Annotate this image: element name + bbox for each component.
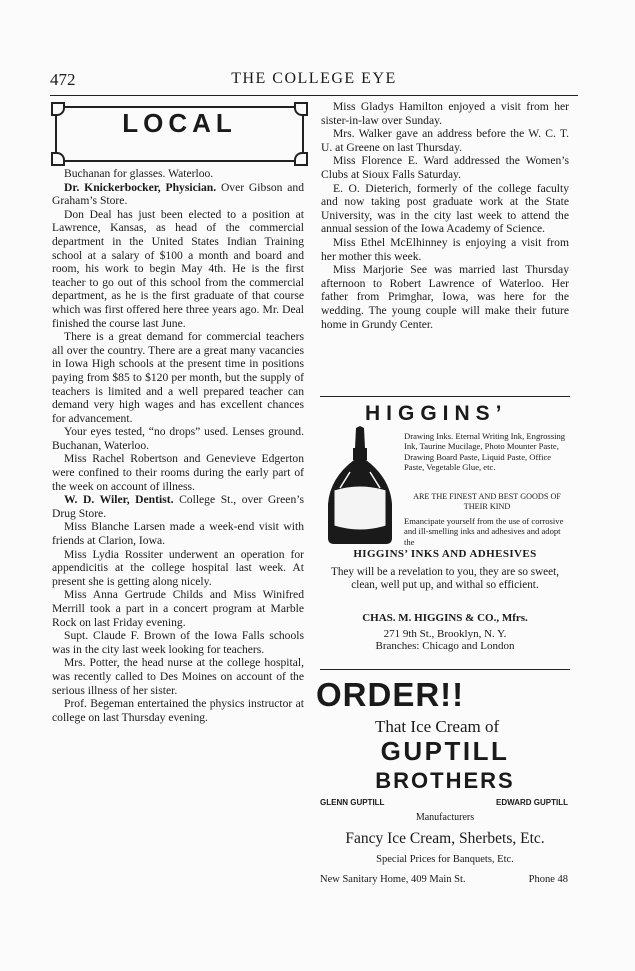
page-header xyxy=(50,70,578,94)
news-item: Miss Gladys Hamilton enjoyed a visit from her sister-in-law over Sunday. xyxy=(321,100,569,127)
company-name-line2: BROTHERS xyxy=(375,768,515,793)
emancipate-text: Emancipate yourself from the use of corrosive and ill-smelling inks and adhesives and adopt the xyxy=(404,516,564,547)
ad-divider xyxy=(320,669,570,670)
product-list: Drawing Inks. Eternal Writing Ink, Engrossing Ink, Taurine Mucilage, Photo Mounter Paste, Drawing Board Paste, Liquid Paste, Office Paste, Vegetable Glue, etc. xyxy=(404,431,566,472)
news-item: There is a great demand for commercial teachers all over the country. There are a great many vacancies in Iowa High schools at the present time in positions paying from $85 to $120 per month, but the supply of teachers is limited and a well prepared teacher can demand very high wages and has excellent chances for advancement. xyxy=(52,330,304,425)
news-item: Mrs. Potter, the head nurse at the college hospital, was recently called to Des Moines on account of the serious illness of her sister. xyxy=(52,656,304,697)
news-item: Buchanan for glasses. Waterloo. xyxy=(64,167,214,180)
corner-ornament-icon xyxy=(51,152,65,166)
partner-name: EDWARD GUPTILL xyxy=(496,798,568,807)
corner-ornament-icon xyxy=(294,152,308,166)
advertiser-name: Dr. Knickerbocker, Physician. xyxy=(64,180,217,194)
manufacturer-address: 271 9th St., Brooklyn, N. Y. xyxy=(383,628,507,640)
news-item: Miss Blanche Larsen made a week-end visit with friends at Clarion, Iowa. xyxy=(52,520,304,548)
guptill-advertisement xyxy=(316,676,570,896)
product-line: Fancy Ice Cream, Sherbets, Etc. xyxy=(345,830,545,847)
manufacturers-label: Manufacturers xyxy=(415,812,475,823)
news-item: W. D. Wiler, Dentist. College St., over Green’s Drug Store. xyxy=(52,493,304,520)
ice-cream-tagline: That Ice Cream of xyxy=(375,717,500,736)
store-address: New Sanitary Home, 409 Main St. xyxy=(320,874,466,885)
news-item: Miss Ethel McElhinney is enjoying a visit from her mother this week. xyxy=(321,235,569,263)
higgins-advertisement xyxy=(320,400,570,655)
manufacturer-name: CHAS. M. HIGGINS & CO., Mfrs. xyxy=(362,612,528,624)
news-item: Prof. Begeman entertained the physics instructor at college on last Thursday evening. xyxy=(52,697,304,724)
ad-divider xyxy=(320,396,570,397)
company-name-line1: GUPTILL xyxy=(380,736,510,766)
local-heading: LOCAL xyxy=(122,108,237,138)
phone-number: Phone 48 xyxy=(528,874,568,885)
news-item: E. O. Dieterich, formerly of the college faculty and now taking post graduate work at the State University, was in the city last week to attend the annual session of the Iowa Academy of Science. xyxy=(321,181,569,236)
branches-line: Branches: Chicago and London xyxy=(375,640,515,652)
inks-line: HIGGINS’ INKS AND ADHESIVES xyxy=(353,548,537,560)
news-item: Dr. Knickerbocker, Physician. Over Gibson and Graham’s Store. xyxy=(52,180,304,208)
quality-claim: ARE THE FINEST AND BEST GOODS OF THEIR KIND xyxy=(413,492,561,511)
advertiser-name: W. D. Wiler, Dentist. xyxy=(64,493,174,507)
ink-bottle-icon xyxy=(320,426,402,546)
right-column xyxy=(321,100,569,331)
news-item: Supt. Claude F. Brown of the Iowa Falls schools was in the city last week looking for teachers. xyxy=(52,629,304,656)
local-heading-box xyxy=(55,106,304,162)
corner-ornament-icon xyxy=(51,102,65,116)
partner-name: GLENN GUPTILL xyxy=(320,798,385,807)
left-column xyxy=(52,104,304,724)
higgins-brand: HIGGINS’ xyxy=(365,402,508,425)
news-item: Don Deal has just been elected to a position at Lawrence, Kansas, as head of the commercial department in the United States Indian Training school at a salary of $100 a month and board and room, his work to begin May 4th. He is the first teacher to go out of this school from the commercial department, as he is the first graduate of that course which was first offered here three years ago. Mr. Deal finished the course last June. xyxy=(52,207,304,330)
news-item: Miss Marjorie See was married last Thursday afternoon to Robert Lawrence of Waterloo. Her father from Primghar, Iowa, was here for the wedding. The young couple will make their future home in Grundy Center. xyxy=(321,263,569,331)
revelation-text: They will be a revelation to you, they are so sweet, clean, well put up, and withal so efficient. xyxy=(330,566,560,591)
special-prices: Special Prices for Banquets, Etc. xyxy=(376,854,514,865)
header-rule xyxy=(50,95,578,96)
news-item: Mrs. Walker gave an address before the W. C. T. U. at Greene on last Thursday. xyxy=(321,127,569,154)
order-headline: ORDER!! xyxy=(316,676,465,713)
running-title: THE COLLEGE EYE xyxy=(231,70,397,87)
corner-ornament-icon xyxy=(294,102,308,116)
news-item: Miss Lydia Rossiter underwent an operation for appendicitis at the college hospital last week. At present she is getting along nicely. xyxy=(52,547,304,588)
news-item: Your eyes tested, “no drops” used. Lenses ground. Buchanan, Waterloo. xyxy=(52,425,304,452)
page-number: 472 xyxy=(50,70,76,89)
news-item: Miss Anna Gertrude Childs and Miss Winifred Merrill took a part in a concert program at Marble Rock on last Friday evening. xyxy=(52,588,304,629)
news-item: Miss Rachel Robertson and Genevieve Edgerton were confined to their rooms during the early part of the week on account of illness. xyxy=(52,452,304,493)
news-item: Miss Florence E. Ward addressed the Women’s Clubs at Sioux Falls Saturday. xyxy=(321,154,569,181)
